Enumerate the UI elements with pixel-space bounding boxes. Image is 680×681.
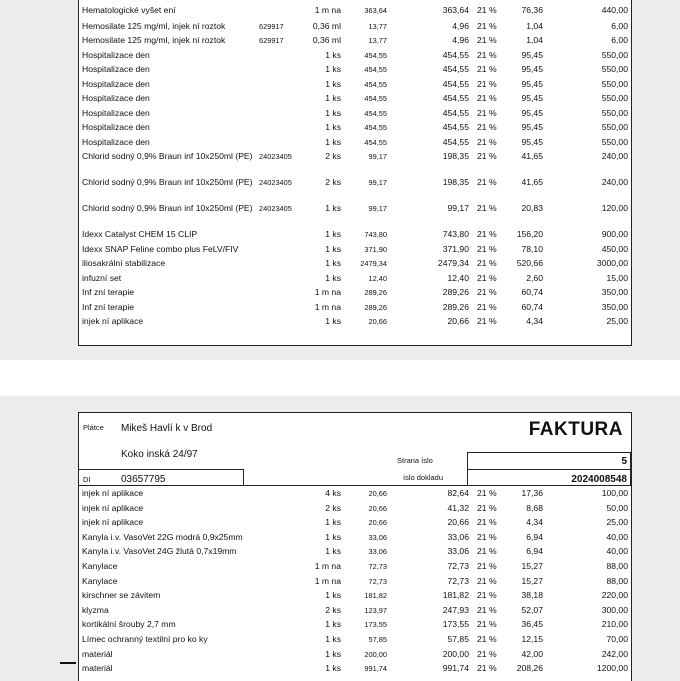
item-vat-rate: 21 % <box>477 177 497 187</box>
item-vat-amount: 4,34 <box>526 316 543 326</box>
item-unit-price: 20,66 <box>368 489 387 498</box>
item-unit-price: 289,26 <box>364 302 387 312</box>
item-vat-amount: 38,18 <box>521 590 543 601</box>
item-quantity: 1 ks <box>325 107 341 118</box>
table-row <box>79 561 631 573</box>
item-vat-rate: 21 % <box>477 122 497 132</box>
item-total: 454,55 <box>442 49 469 60</box>
item-name: Hospitalizace den <box>82 64 150 74</box>
item-unit-price: 181,82 <box>364 591 387 601</box>
item-total: 12,40 <box>447 272 469 283</box>
item-gross: 1200,00 <box>596 663 628 674</box>
item-name: kirschner se závitem <box>82 590 161 601</box>
item-quantity: 1 ks <box>325 634 341 644</box>
item-total: 198,35 <box>442 177 469 187</box>
table-row <box>79 546 631 558</box>
table-row <box>79 503 631 515</box>
item-vat-rate: 21 % <box>477 5 497 15</box>
item-vat-rate: 21 % <box>477 301 497 312</box>
item-quantity: 1 ks <box>325 49 341 60</box>
item-quantity: 1 ks <box>325 272 341 283</box>
item-total: 247,93 <box>442 604 469 615</box>
table-row <box>79 244 631 256</box>
item-name: Kanyla i.v. VasoVet 24G žlutá 0,7x19mm <box>82 546 237 557</box>
item-vat-amount: 156,20 <box>516 229 543 239</box>
item-gross: 550,00 <box>601 93 628 103</box>
item-gross: 25,00 <box>606 316 628 326</box>
item-vat-rate: 21 % <box>477 203 497 213</box>
item-vat-amount: 41,65 <box>521 177 543 187</box>
item-name: Kanylace <box>82 575 118 586</box>
item-quantity: 1 ks <box>325 243 341 254</box>
item-quantity: 2 ks <box>325 151 341 161</box>
item-total: 4,96 <box>452 35 469 45</box>
item-code: 24023405 <box>259 204 292 213</box>
item-name: Kanylace <box>82 561 118 571</box>
item-vat-amount: 41,65 <box>521 151 543 161</box>
item-name: infuzní set <box>82 272 122 283</box>
item-unit-price: 99,17 <box>368 152 387 161</box>
item-vat-rate: 21 % <box>477 634 497 644</box>
table-row <box>79 605 631 617</box>
table-row <box>79 517 631 529</box>
item-gross: 6,00 <box>611 35 628 45</box>
item-unit-price: 454,55 <box>364 50 387 60</box>
table-row <box>79 21 631 33</box>
item-gross: 88,00 <box>606 561 628 571</box>
item-unit-price: 454,55 <box>364 137 387 147</box>
item-name: Chlorid sodný 0,9% Braun inf 10x250ml (PE) <box>82 203 253 213</box>
item-vat-amount: 4,34 <box>526 517 543 528</box>
item-unit-price: 454,55 <box>364 108 387 118</box>
item-vat-rate: 21 % <box>477 648 497 659</box>
item-name: Hospitalizace den <box>82 122 150 132</box>
table-row <box>79 137 631 149</box>
item-total: 454,55 <box>442 122 469 132</box>
table-row <box>79 619 631 631</box>
item-quantity: 2 ks <box>325 502 341 513</box>
item-total: 2479,34 <box>437 258 469 268</box>
item-quantity: 1 m na <box>314 561 341 571</box>
document-number-label: íslo dokladu <box>403 473 444 482</box>
item-total: 57,85 <box>447 634 469 644</box>
item-total: 289,26 <box>442 301 469 312</box>
item-quantity: 1 ks <box>325 517 341 528</box>
item-vat-rate: 21 % <box>477 258 497 268</box>
item-unit-price: 173,55 <box>364 620 387 630</box>
table-row <box>79 122 631 134</box>
item-total: 33,06 <box>447 546 469 557</box>
item-vat-amount: 12,15 <box>521 634 543 644</box>
table-row <box>79 316 631 328</box>
item-vat-rate: 21 % <box>477 531 497 542</box>
payer-label: Plátce <box>83 423 104 432</box>
item-vat-amount: 1,04 <box>526 35 543 45</box>
item-vat-rate: 21 % <box>477 35 497 45</box>
item-unit-price: 13,77 <box>368 36 387 45</box>
item-name: materiál <box>82 663 113 674</box>
item-unit-price: 20,66 <box>368 503 387 513</box>
payer-street: Koko inská 24/97 <box>121 449 198 460</box>
item-unit-price: 57,85 <box>368 635 387 644</box>
page-gap <box>0 360 680 396</box>
item-unit-price: 454,55 <box>364 123 387 132</box>
item-gross: 550,00 <box>601 78 628 89</box>
item-name: Inf zní terapie <box>82 301 135 312</box>
item-vat-rate: 21 % <box>477 488 497 498</box>
item-gross: 88,00 <box>606 575 628 586</box>
item-total: 20,66 <box>447 517 469 528</box>
item-unit-price: 20,66 <box>368 317 387 326</box>
item-unit-price: 991,74 <box>364 664 387 674</box>
item-gross: 242,00 <box>601 648 628 659</box>
table-row <box>79 50 631 62</box>
item-name: Hospitalizace den <box>82 136 150 147</box>
item-vat-amount: 15,27 <box>521 575 543 586</box>
item-vat-rate: 21 % <box>477 287 497 297</box>
item-total: 72,73 <box>447 561 469 571</box>
item-vat-rate: 21 % <box>477 604 497 615</box>
item-vat-rate: 21 % <box>477 546 497 557</box>
item-vat-rate: 21 % <box>477 502 497 513</box>
item-total: 33,06 <box>447 531 469 542</box>
item-quantity: 1 ks <box>325 64 341 74</box>
item-unit-price: 123,97 <box>364 605 387 615</box>
item-vat-amount: 6,94 <box>526 546 543 557</box>
item-vat-amount: 60,74 <box>521 287 543 297</box>
item-total: 4,96 <box>452 20 469 31</box>
item-vat-rate: 21 % <box>477 243 497 254</box>
item-quantity: 1 m na <box>314 287 341 297</box>
table-row <box>79 35 631 47</box>
item-gross: 550,00 <box>601 64 628 74</box>
item-name: Hemosilate 125 mg/ml, injek ní roztok <box>82 35 226 45</box>
item-gross: 120,00 <box>601 203 628 213</box>
item-unit-price: 454,55 <box>364 94 387 103</box>
item-code: 629917 <box>259 21 284 31</box>
item-unit-price: 454,55 <box>364 79 387 89</box>
item-vat-amount: 95,45 <box>521 49 543 60</box>
item-quantity: 1 m na <box>314 301 341 312</box>
item-code: 629917 <box>259 36 284 45</box>
item-total: 371,90 <box>442 243 469 254</box>
item-unit-price: 363,64 <box>364 6 387 15</box>
item-name: Kanyla i.v. VasoVet 22G modrá 0,9x25mm <box>82 531 243 542</box>
item-gross: 25,00 <box>606 517 628 528</box>
item-total: 41,32 <box>447 502 469 513</box>
item-vat-amount: 20,83 <box>521 203 543 213</box>
item-gross: 15,00 <box>606 272 628 283</box>
item-quantity: 1 ks <box>325 78 341 89</box>
invoice-header <box>79 413 631 493</box>
item-vat-amount: 78,10 <box>521 243 543 254</box>
item-vat-amount: 1,04 <box>526 20 543 31</box>
item-gross: 550,00 <box>601 107 628 118</box>
item-total: 454,55 <box>442 93 469 103</box>
item-gross: 350,00 <box>601 301 628 312</box>
item-name: materiál <box>82 648 113 659</box>
item-quantity: 1 ks <box>325 546 341 557</box>
item-vat-amount: 520,66 <box>516 258 543 268</box>
item-unit-price: 72,73 <box>368 576 387 586</box>
item-gross: 440,00 <box>601 5 628 15</box>
item-name: injek ní aplikace <box>82 517 144 528</box>
table-row <box>79 532 631 544</box>
item-quantity: 1 m na <box>314 575 341 586</box>
table-row <box>79 5 631 17</box>
item-gross: 40,00 <box>606 531 628 542</box>
item-quantity: 1 ks <box>325 258 341 268</box>
item-vat-amount: 95,45 <box>521 64 543 74</box>
item-unit-price: 289,26 <box>364 288 387 297</box>
item-gross: 220,00 <box>601 590 628 601</box>
item-name: iliosakrální stabilizace <box>82 258 166 268</box>
page-number-label: Strana íslo <box>397 456 433 465</box>
table-row <box>79 302 631 314</box>
item-unit-price: 13,77 <box>368 21 387 31</box>
item-quantity: 1 m na <box>314 5 341 15</box>
item-quantity: 2 ks <box>325 177 341 187</box>
item-vat-rate: 21 % <box>477 64 497 74</box>
table-row <box>79 203 631 227</box>
item-gross: 6,00 <box>611 20 628 31</box>
table-row <box>79 488 631 500</box>
table-row <box>79 287 631 299</box>
item-vat-rate: 21 % <box>477 78 497 89</box>
item-vat-amount: 17,36 <box>521 488 543 498</box>
item-quantity: 0,36 ml <box>312 35 341 45</box>
item-total: 20,66 <box>447 316 469 326</box>
item-vat-amount: 208,26 <box>516 663 543 674</box>
item-gross: 100,00 <box>601 488 628 498</box>
item-total: 289,26 <box>442 287 469 297</box>
item-total: 454,55 <box>442 107 469 118</box>
invoice-page-previous <box>78 0 632 346</box>
item-quantity: 2 ks <box>325 604 341 615</box>
header-divider <box>79 485 631 486</box>
item-quantity: 1 ks <box>325 136 341 147</box>
item-unit-price: 743,80 <box>364 230 387 239</box>
item-vat-rate: 21 % <box>477 517 497 528</box>
item-gross: 900,00 <box>601 229 628 239</box>
item-quantity: 1 ks <box>325 648 341 659</box>
item-vat-rate: 21 % <box>477 590 497 601</box>
page-number: 5 <box>621 456 627 467</box>
item-vat-amount: 76,36 <box>521 5 543 15</box>
item-quantity: 1 ks <box>325 316 341 326</box>
item-total: 454,55 <box>442 78 469 89</box>
item-unit-price: 12,40 <box>368 273 387 283</box>
table-row <box>79 151 631 175</box>
item-vat-rate: 21 % <box>477 272 497 283</box>
item-name: injek ní aplikace <box>82 488 144 498</box>
item-vat-rate: 21 % <box>477 107 497 118</box>
item-gross: 3000,00 <box>596 258 628 268</box>
item-total: 198,35 <box>442 151 469 161</box>
item-vat-amount: 15,27 <box>521 561 543 571</box>
item-quantity: 1 ks <box>325 203 341 213</box>
item-unit-price: 99,17 <box>368 178 387 187</box>
item-gross: 450,00 <box>601 243 628 254</box>
table-row <box>79 229 631 241</box>
item-name: Hospitalizace den <box>82 78 150 89</box>
item-vat-rate: 21 % <box>477 93 497 103</box>
item-total: 173,55 <box>442 619 469 630</box>
item-quantity: 1 ks <box>325 229 341 239</box>
item-unit-price: 454,55 <box>364 65 387 74</box>
item-gross: 210,00 <box>601 619 628 630</box>
item-vat-amount: 95,45 <box>521 136 543 147</box>
item-gross: 300,00 <box>601 604 628 615</box>
item-vat-amount: 95,45 <box>521 122 543 132</box>
item-gross: 50,00 <box>606 502 628 513</box>
table-row <box>79 634 631 646</box>
item-unit-price: 99,17 <box>368 204 387 213</box>
item-name: Chlorid sodný 0,9% Braun inf 10x250ml (PE) <box>82 151 253 161</box>
item-vat-rate: 21 % <box>477 151 497 161</box>
document-title: FAKTURA <box>528 419 623 440</box>
item-quantity: 1 ks <box>325 590 341 601</box>
item-unit-price: 72,73 <box>368 562 387 571</box>
item-vat-rate: 21 % <box>477 49 497 60</box>
item-total: 743,80 <box>442 229 469 239</box>
item-name: Idexx Catalyst CHEM 15 CLIP <box>82 229 198 239</box>
payer-name: Mikeš Havlí k v Brod <box>121 423 213 434</box>
item-vat-rate: 21 % <box>477 619 497 630</box>
item-name: Inf zní terapie <box>82 287 135 297</box>
item-name: Hematologické vyšet ení <box>82 5 176 15</box>
item-vat-amount: 95,45 <box>521 78 543 89</box>
dic-value: 03657795 <box>121 474 166 485</box>
item-quantity: 4 ks <box>325 488 341 498</box>
item-total: 200,00 <box>442 648 469 659</box>
item-gross: 240,00 <box>601 177 628 187</box>
item-unit-price: 20,66 <box>368 518 387 528</box>
item-quantity: 1 ks <box>325 93 341 103</box>
item-gross: 350,00 <box>601 287 628 297</box>
item-vat-amount: 52,07 <box>521 604 543 615</box>
table-row <box>79 663 631 675</box>
item-unit-price: 33,06 <box>368 532 387 542</box>
item-gross: 550,00 <box>601 122 628 132</box>
item-vat-amount: 6,94 <box>526 531 543 542</box>
item-total: 72,73 <box>447 575 469 586</box>
item-vat-rate: 21 % <box>477 561 497 571</box>
item-gross: 70,00 <box>606 634 628 644</box>
item-vat-amount: 8,68 <box>526 502 543 513</box>
item-vat-amount: 60,74 <box>521 301 543 312</box>
item-quantity: 1 ks <box>325 663 341 674</box>
item-quantity: 1 ks <box>325 531 341 542</box>
margin-marker <box>60 662 76 664</box>
item-vat-rate: 21 % <box>477 136 497 147</box>
item-name: Hospitalizace den <box>82 49 150 60</box>
item-unit-price: 33,06 <box>368 547 387 557</box>
invoice-page-current <box>78 412 632 681</box>
item-vat-rate: 21 % <box>477 316 497 326</box>
item-name: Hemosilate 125 mg/ml, injek ní roztok <box>82 20 226 31</box>
item-vat-rate: 21 % <box>477 20 497 31</box>
item-vat-rate: 21 % <box>477 229 497 239</box>
item-vat-rate: 21 % <box>477 575 497 586</box>
item-total: 181,82 <box>442 590 469 601</box>
item-quantity: 0,36 ml <box>312 20 341 31</box>
table-row <box>79 273 631 285</box>
item-total: 363,64 <box>442 5 469 15</box>
item-name: Hospitalizace den <box>82 93 150 103</box>
item-name: injek ní aplikace <box>82 502 144 513</box>
dic-label: DI <box>83 475 91 484</box>
table-row <box>79 64 631 76</box>
page-number-box <box>467 452 631 470</box>
table-row <box>79 649 631 661</box>
item-quantity: 1 ks <box>325 122 341 132</box>
item-name: Límec ochranný textilní pro ko ky <box>82 634 208 644</box>
item-vat-amount: 36,45 <box>521 619 543 630</box>
item-vat-amount: 2,60 <box>526 272 543 283</box>
item-total: 454,55 <box>442 64 469 74</box>
item-name: kortikální šrouby 2,7 mm <box>82 619 176 630</box>
item-quantity: 1 ks <box>325 619 341 630</box>
item-name: injek ní aplikace <box>82 316 144 326</box>
table-row <box>79 177 631 201</box>
item-name: klyzma <box>82 604 109 615</box>
item-vat-rate: 21 % <box>477 663 497 674</box>
item-name: Chlorid sodný 0,9% Braun inf 10x250ml (PE) <box>82 177 253 187</box>
item-vat-amount: 42,00 <box>521 648 543 659</box>
item-gross: 240,00 <box>601 151 628 161</box>
item-unit-price: 200,00 <box>364 649 387 659</box>
document-number: 2024008548 <box>571 474 627 485</box>
item-total: 82,64 <box>447 488 469 498</box>
item-vat-amount: 95,45 <box>521 93 543 103</box>
item-unit-price: 371,90 <box>364 244 387 254</box>
table-row <box>79 93 631 105</box>
item-total: 454,55 <box>442 136 469 147</box>
table-row <box>79 590 631 602</box>
table-row <box>79 576 631 588</box>
item-code: 24023405 <box>259 178 292 187</box>
table-row <box>79 108 631 120</box>
item-total: 991,74 <box>442 663 469 674</box>
item-vat-amount: 95,45 <box>521 107 543 118</box>
item-name: Idexx SNAP Feline combo plus FeLV/FIV <box>82 243 239 254</box>
item-code: 24023405 <box>259 152 292 161</box>
item-gross: 40,00 <box>606 546 628 557</box>
item-gross: 550,00 <box>601 136 628 147</box>
table-row <box>79 258 631 270</box>
table-row <box>79 79 631 91</box>
item-gross: 550,00 <box>601 49 628 60</box>
item-unit-price: 2479,34 <box>360 259 387 268</box>
item-total: 99,17 <box>447 203 469 213</box>
item-name: Hospitalizace den <box>82 107 150 118</box>
